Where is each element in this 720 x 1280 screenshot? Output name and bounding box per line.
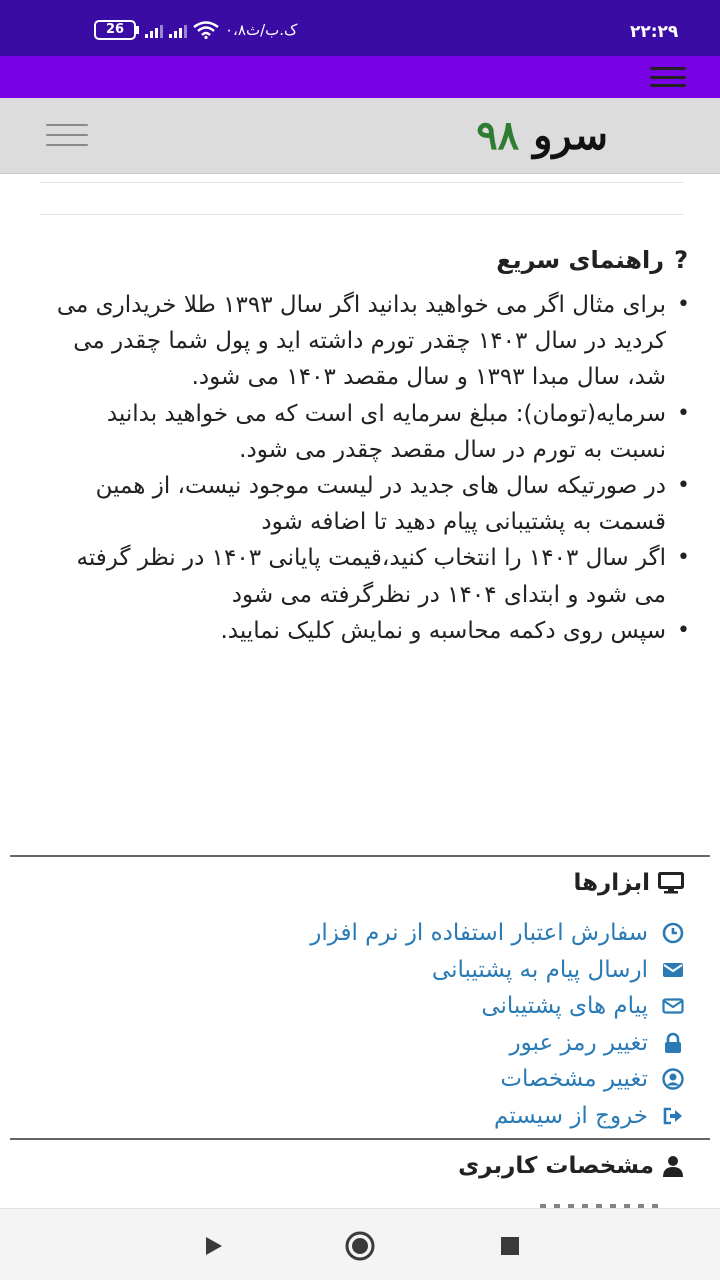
link-logout[interactable] — [310, 1098, 684, 1135]
link-order-credit[interactable] — [310, 915, 684, 952]
battery-icon: 26 — [94, 20, 136, 40]
list-item: • سپس روی دکمه محاسبه و نمایش کلیک نمایید. — [52, 613, 692, 649]
link-change-password[interactable] — [310, 1025, 684, 1062]
guide-title — [496, 246, 688, 274]
status-icons — [94, 20, 297, 40]
tools-title-text: ابزارها — [573, 870, 650, 896]
guide-list — [52, 287, 692, 649]
site-logo[interactable] — [476, 112, 608, 159]
user-circle-icon — [662, 1068, 684, 1090]
signal-icon — [145, 22, 163, 38]
link-label: خروج از سیستم — [494, 1102, 648, 1129]
signal-icon-2 — [169, 22, 187, 38]
monitor-icon — [658, 872, 684, 894]
system-nav-bar — [0, 1208, 720, 1280]
user-icon — [662, 1155, 684, 1177]
lock-icon — [662, 1032, 684, 1054]
recents-icon[interactable] — [495, 1231, 525, 1261]
divider — [40, 182, 684, 183]
link-send-message[interactable] — [310, 952, 684, 989]
list-item: • برای مثال اگر می خواهید بدانید اگر سال ۱۳۹۳ طلا خریداری می کردید در سال ۱۴۰۳ چقدر تورم داشته اید و پول شما چقدر می شد، سال مبدا ۱۳۹۳ و سال مقصد ۱۴۰۳ می شود. — [52, 287, 692, 396]
battery-tip — [136, 26, 139, 34]
home-icon[interactable] — [345, 1231, 375, 1261]
link-support-messages[interactable] — [310, 988, 684, 1025]
link-label: تغییر مشخصات — [500, 1066, 648, 1093]
guide-title-text: راهنمای سریع — [496, 246, 665, 274]
list-item: • سرمایه(تومان): مبلغ سرمایه ای است که می خواهید بدانید نسبت به تورم در سال مقصد چقدر می شود. — [52, 396, 692, 468]
sign-out-icon — [662, 1105, 684, 1127]
envelope-filled-icon — [662, 959, 684, 981]
clock-icon — [662, 922, 684, 944]
link-label: پیام های پشتیبانی — [481, 993, 648, 1020]
logo-number: ۹۸ — [476, 112, 520, 159]
status-time: ۲۲:۲۹ — [630, 22, 679, 42]
link-label: سفارش اعتبار استفاده از نرم افزار — [310, 920, 648, 947]
divider — [40, 214, 684, 215]
back-icon[interactable] — [198, 1231, 228, 1261]
profile-title-text: مشخصات کاربری — [458, 1153, 654, 1179]
tools-list — [310, 915, 684, 1134]
hamburger-menu-icon[interactable] — [46, 124, 88, 146]
link-label: تغییر رمز عبور — [509, 1029, 648, 1056]
tools-title — [573, 870, 684, 896]
link-edit-profile[interactable] — [310, 1061, 684, 1098]
top-app-bar — [0, 56, 720, 98]
list-item: • در صورتیکه سال های جدید در لیست موجود نیست، از همین قسمت به پشتیبانی پیام دهید تا اضافه شود — [52, 468, 692, 540]
network-speed: ۰،۸ک.ب/ث — [225, 21, 298, 39]
envelope-outline-icon — [662, 995, 684, 1017]
question-icon: ? — [674, 246, 688, 274]
profile-title — [458, 1153, 684, 1179]
wifi-icon — [193, 21, 219, 39]
link-label: ارسال پیام به پشتیبانی — [431, 956, 648, 983]
list-item: • اگر سال ۱۴۰۳ را انتخاب کنید،قیمت پایانی ۱۴۰۳ در نظر گرفته می شود و ابتدای ۱۴۰۴ در نظرگرفته می شود — [52, 540, 692, 612]
menu-icon[interactable] — [650, 67, 686, 87]
site-header — [0, 98, 720, 174]
logo-word: سرو — [533, 112, 608, 159]
status-bar — [0, 0, 720, 56]
section-divider — [10, 1138, 710, 1140]
cut-off-content — [540, 1200, 660, 1208]
section-divider — [10, 855, 710, 857]
